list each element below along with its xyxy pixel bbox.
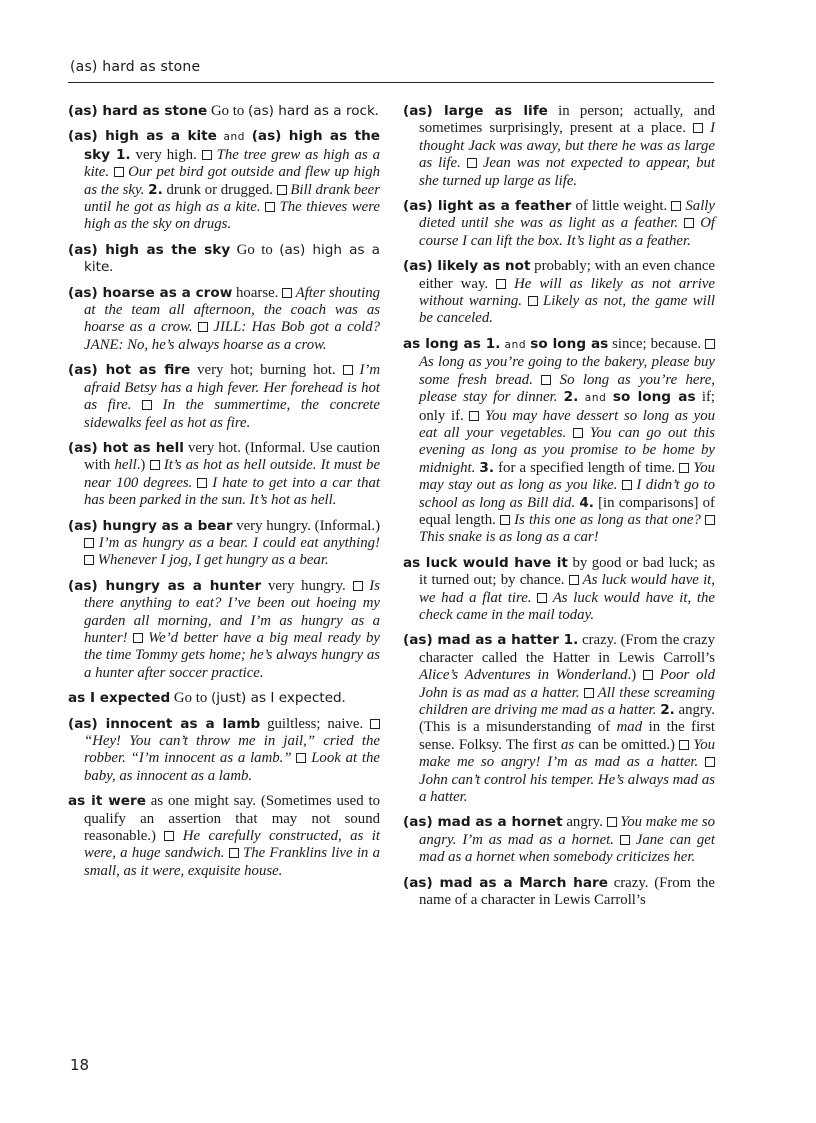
example-text: Whenever I jog, I get hungry as a bear. <box>94 552 329 569</box>
example-box-icon <box>643 670 653 680</box>
definition-text: probably; with an even chance either way. <box>419 258 715 292</box>
example-text: John can’t control his temper. He’s always mad as a hatter. <box>419 771 715 806</box>
headword: (as) innocent as a lamb <box>68 715 261 732</box>
example-box-icon <box>705 339 715 349</box>
example-box-icon <box>370 719 380 729</box>
and-marker: and <box>500 338 531 351</box>
definition-text: as one might say. (Sometimes used to qualify an assertion that may not sound reasonable.) <box>84 793 381 845</box>
example-box-icon <box>133 633 143 643</box>
definition-text: Go to <box>207 103 248 119</box>
example-text: The thieves were high as the sky on drugs. <box>84 199 380 233</box>
example-text: In the summertime, the concrete sidewalks feel as hot as fire. <box>84 397 380 431</box>
dictionary-entry <box>68 518 380 570</box>
example-text: Of course I can lift the box. It’s light as a feather. <box>419 215 715 249</box>
cross-reference: (as) high as a kite <box>84 241 380 276</box>
example-box-icon <box>622 480 632 490</box>
definition-text: crazy. (From the crazy character called the Hatter in Lewis Carroll’s <box>419 632 716 666</box>
dictionary-entry <box>403 632 715 806</box>
example-text: As luck would have it, the check came in the mail today. <box>419 589 715 623</box>
example-box-icon <box>265 202 275 212</box>
example-box-icon <box>705 515 715 525</box>
headword: (as) mad as a March hare <box>403 874 608 891</box>
example-text: Is this one as long as that one? <box>510 511 705 528</box>
example-text: I thought Jack was away, but there he was as large as life. <box>419 120 715 172</box>
definition-text: angry. <box>562 814 607 831</box>
definition-text: for a specified length of time. <box>494 459 680 476</box>
headword: (as) high as the sky <box>84 128 380 163</box>
definition-text: very hot. (Informal. Use caution with <box>84 439 380 474</box>
example-box-icon <box>620 835 630 845</box>
definition-text: .) <box>627 667 643 684</box>
example-text: I’m afraid Betsy has a high fever. Her forehead is hot as fire. <box>84 362 380 414</box>
dictionary-entry <box>68 128 380 233</box>
example-box-icon <box>705 757 715 767</box>
example-box-icon <box>343 365 353 375</box>
cross-reference: (just) as I expected <box>210 690 342 707</box>
example-text: You make me so angry! I’m as mad as a hatter. <box>419 736 715 771</box>
definition-text: [in comparisons] of equal length. <box>419 494 715 528</box>
example-text: You may stay out as long as you like. <box>419 459 715 494</box>
example-text: It’s as hot as hell outside. It must be near 100 degrees. <box>84 457 381 491</box>
definition-text: very hungry. (Informal.) <box>232 517 380 534</box>
definition-text: very hot; burning hot. <box>190 362 343 379</box>
example-box-icon <box>584 688 594 698</box>
example-box-icon <box>679 463 689 473</box>
dictionary-entry <box>403 336 715 547</box>
example-text: I hate to get into a car that has been parked in the sun. It’s hot as hell. <box>84 474 380 509</box>
definition-text: . <box>109 259 114 276</box>
example-text: You can go out this evening as long as you promise to be home by midnight. <box>419 424 715 476</box>
definition-text: drunk or drugged. <box>162 181 277 198</box>
sense-number: 3. <box>479 459 495 476</box>
example-box-icon <box>84 555 94 565</box>
example-box-icon <box>277 185 287 195</box>
and-marker: and <box>216 131 252 144</box>
example-text: Jane can get mad as a hornet when somebody criticizes her. <box>419 831 715 866</box>
definition-text: in the first sense. Folksy. The first <box>419 719 715 753</box>
dictionary-entry <box>68 242 380 277</box>
dictionary-entry <box>68 440 380 510</box>
example-box-icon <box>467 158 477 168</box>
example-text: Our pet bird got outside and flew up high as the sky. <box>84 164 380 198</box>
dictionary-entry <box>68 716 380 786</box>
definition-text: hoarse. <box>232 284 283 301</box>
example-text: As long as you’re going to the bakery, please buy some fresh bread. <box>419 354 715 388</box>
example-text: The tree grew as high as a kite. <box>84 146 381 181</box>
example-text: “Hey! You can’t throw me in jail,” cried the robber. “I’m innocent as a lamb.” <box>84 733 380 767</box>
example-text: Likely as not, the game will be canceled. <box>419 293 715 327</box>
headword: (as) mad as a hornet <box>403 814 563 831</box>
example-text: After shouting at the team all afternoon, the coach was as hoarse as a crow. <box>84 284 380 336</box>
dictionary-entry <box>68 793 380 880</box>
definition-text: angry. (This is a misunderstanding of <box>419 702 715 736</box>
example-text: Jean was not expected to appear, but she turned up large as life. <box>419 155 715 189</box>
sense-number: 2. <box>660 702 675 718</box>
headword: (as) hard as stone <box>68 103 208 119</box>
definition-text: by good or bad luck; as it turned out; by chance. <box>419 554 715 589</box>
example-box-icon <box>353 581 363 591</box>
example-text: I’m as hungry as a bear. I could eat anything! <box>94 534 380 551</box>
and-marker: and <box>578 392 613 405</box>
example-text: All these screaming children are driving me mad as a hatter. <box>419 684 715 718</box>
headword: (as) mad as a hatter <box>403 632 559 649</box>
sense-number: 2. <box>563 389 579 406</box>
headword: (as) hot as hell <box>68 439 184 456</box>
definition-text: .) <box>136 457 150 474</box>
example-box-icon <box>142 400 152 410</box>
dictionary-entry <box>68 362 380 432</box>
headword: (as) hot as fire <box>68 362 191 379</box>
cross-reference: (as) hard as a rock <box>247 103 375 119</box>
example-text: Sally dieted until she was as light as a feather. <box>419 198 715 232</box>
example-box-icon <box>569 575 579 585</box>
example-box-icon <box>296 753 306 763</box>
definition-text: guiltless; naive. <box>260 715 371 732</box>
definition-text: if; only if. <box>419 389 715 424</box>
example-box-icon <box>541 375 551 385</box>
example-box-icon <box>684 218 694 228</box>
sense-number: 2. <box>148 181 163 198</box>
example-text: I didn’t go to school as long as Bill did. <box>419 477 715 511</box>
example-text: Poor old John is as mad as a hatter. <box>419 667 715 701</box>
sense-number: 1. <box>558 632 579 649</box>
definition-text: very hungry. <box>261 577 353 594</box>
example-text: Is there anything to eat? I’ve been out hoeing my garden all morning, and I’m as hungry as a hunter! <box>84 577 380 646</box>
right-column <box>403 103 715 917</box>
definition-text: Go to <box>230 241 280 258</box>
headword: (as) light as a feather <box>403 198 572 215</box>
definition-text: . <box>341 690 346 707</box>
headword: so long as <box>612 389 696 406</box>
example-box-icon <box>679 740 689 750</box>
example-box-icon <box>496 279 506 289</box>
example-box-icon <box>198 322 208 332</box>
headword: as it were <box>68 793 146 810</box>
example-box-icon <box>202 150 212 160</box>
dictionary-entry <box>68 690 380 707</box>
definition-text: can be omitted.) <box>574 736 680 753</box>
example-text: JILL: Has Bob got a cold? JANE: No, he’s always hoarse as a crow. <box>84 319 381 353</box>
headword: (as) hungry as a bear <box>68 517 233 534</box>
example-text: We’d better have a big meal ready by the time Tommy gets home; he’s always hungry as a hunter after soccer practice. <box>84 629 380 681</box>
example-box-icon <box>197 478 207 488</box>
dictionary-entry <box>68 285 380 355</box>
dictionary-entry <box>403 555 715 625</box>
example-text: Look at the baby, as innocent as a lamb. <box>84 750 380 784</box>
example-text: So long as you’re here, please stay for dinner. <box>419 371 715 406</box>
example-text: This snake is as long as a car! <box>419 529 599 546</box>
dictionary-entry <box>403 198 715 250</box>
example-box-icon <box>537 593 547 603</box>
example-text: He will as likely as not arrive without warning. <box>419 275 715 310</box>
dictionary-entry <box>68 578 380 682</box>
headword: (as) high as the sky <box>68 241 231 258</box>
example-box-icon <box>164 831 174 841</box>
headword: as luck would have it <box>403 554 568 571</box>
example-text: mad <box>616 719 643 736</box>
example-text: hell <box>114 457 137 474</box>
dictionary-entry <box>403 814 715 866</box>
example-box-icon <box>229 848 239 858</box>
sense-number: 1. <box>110 146 131 163</box>
headword: so long as <box>530 335 609 352</box>
sense-number: 4. <box>579 494 594 511</box>
sense-number: 1. <box>480 335 501 352</box>
example-text: as <box>561 736 575 753</box>
example-text: He carefully constructed, as it were, a huge sandwich. <box>84 828 380 862</box>
example-text: Alice’s Adventures in Wonderland <box>419 667 628 684</box>
dictionary-entry <box>403 258 715 328</box>
headword: (as) high as a kite <box>68 128 217 145</box>
example-text: As luck would have it, we had a flat tire. <box>419 572 715 606</box>
dictionary-entry <box>403 875 715 910</box>
headword: as long as <box>403 335 481 352</box>
example-box-icon <box>573 428 583 438</box>
left-column <box>68 103 380 888</box>
example-box-icon <box>84 538 94 548</box>
example-box-icon <box>500 515 510 525</box>
dictionary-entry <box>403 103 715 190</box>
headword: as I expected <box>68 690 171 707</box>
example-text: Bill drank beer until he got as high as a kite. <box>84 181 380 216</box>
page-number: 18 <box>70 1056 90 1074</box>
header-rule <box>68 82 714 83</box>
example-text: The Franklins live in a small, as it were, exquisite house. <box>84 845 380 879</box>
example-box-icon <box>528 296 538 306</box>
example-text: You make me so angry. I’m as mad as a hornet. <box>419 814 715 848</box>
definition-text: since; because. <box>608 335 706 352</box>
example-box-icon <box>282 288 292 298</box>
definition-text: very high. <box>130 146 202 163</box>
example-box-icon <box>469 411 479 421</box>
running-head: (as) hard as stone <box>70 59 201 75</box>
definition-text: in person; actually, and sometimes surprisingly, present at a place. <box>419 103 716 137</box>
headword: (as) hungry as a hunter <box>68 577 262 594</box>
example-box-icon <box>671 201 681 211</box>
headword: (as) likely as not <box>403 258 531 275</box>
headword: (as) hoarse as a crow <box>68 284 233 301</box>
definition-text: Go to <box>170 690 211 707</box>
example-box-icon <box>693 123 703 133</box>
example-box-icon <box>114 167 124 177</box>
headword: (as) large as life <box>403 103 548 119</box>
dictionary-entry <box>68 103 380 120</box>
example-box-icon <box>607 817 617 827</box>
definition-text: crazy. (From the name of a character in Lewis Carroll’s <box>419 874 715 909</box>
example-box-icon <box>150 460 160 470</box>
definition-text: of little weight. <box>571 198 672 215</box>
definition-text: . <box>374 103 379 119</box>
example-text: You may have dessert so long as you eat all your vegetables. <box>419 407 715 441</box>
